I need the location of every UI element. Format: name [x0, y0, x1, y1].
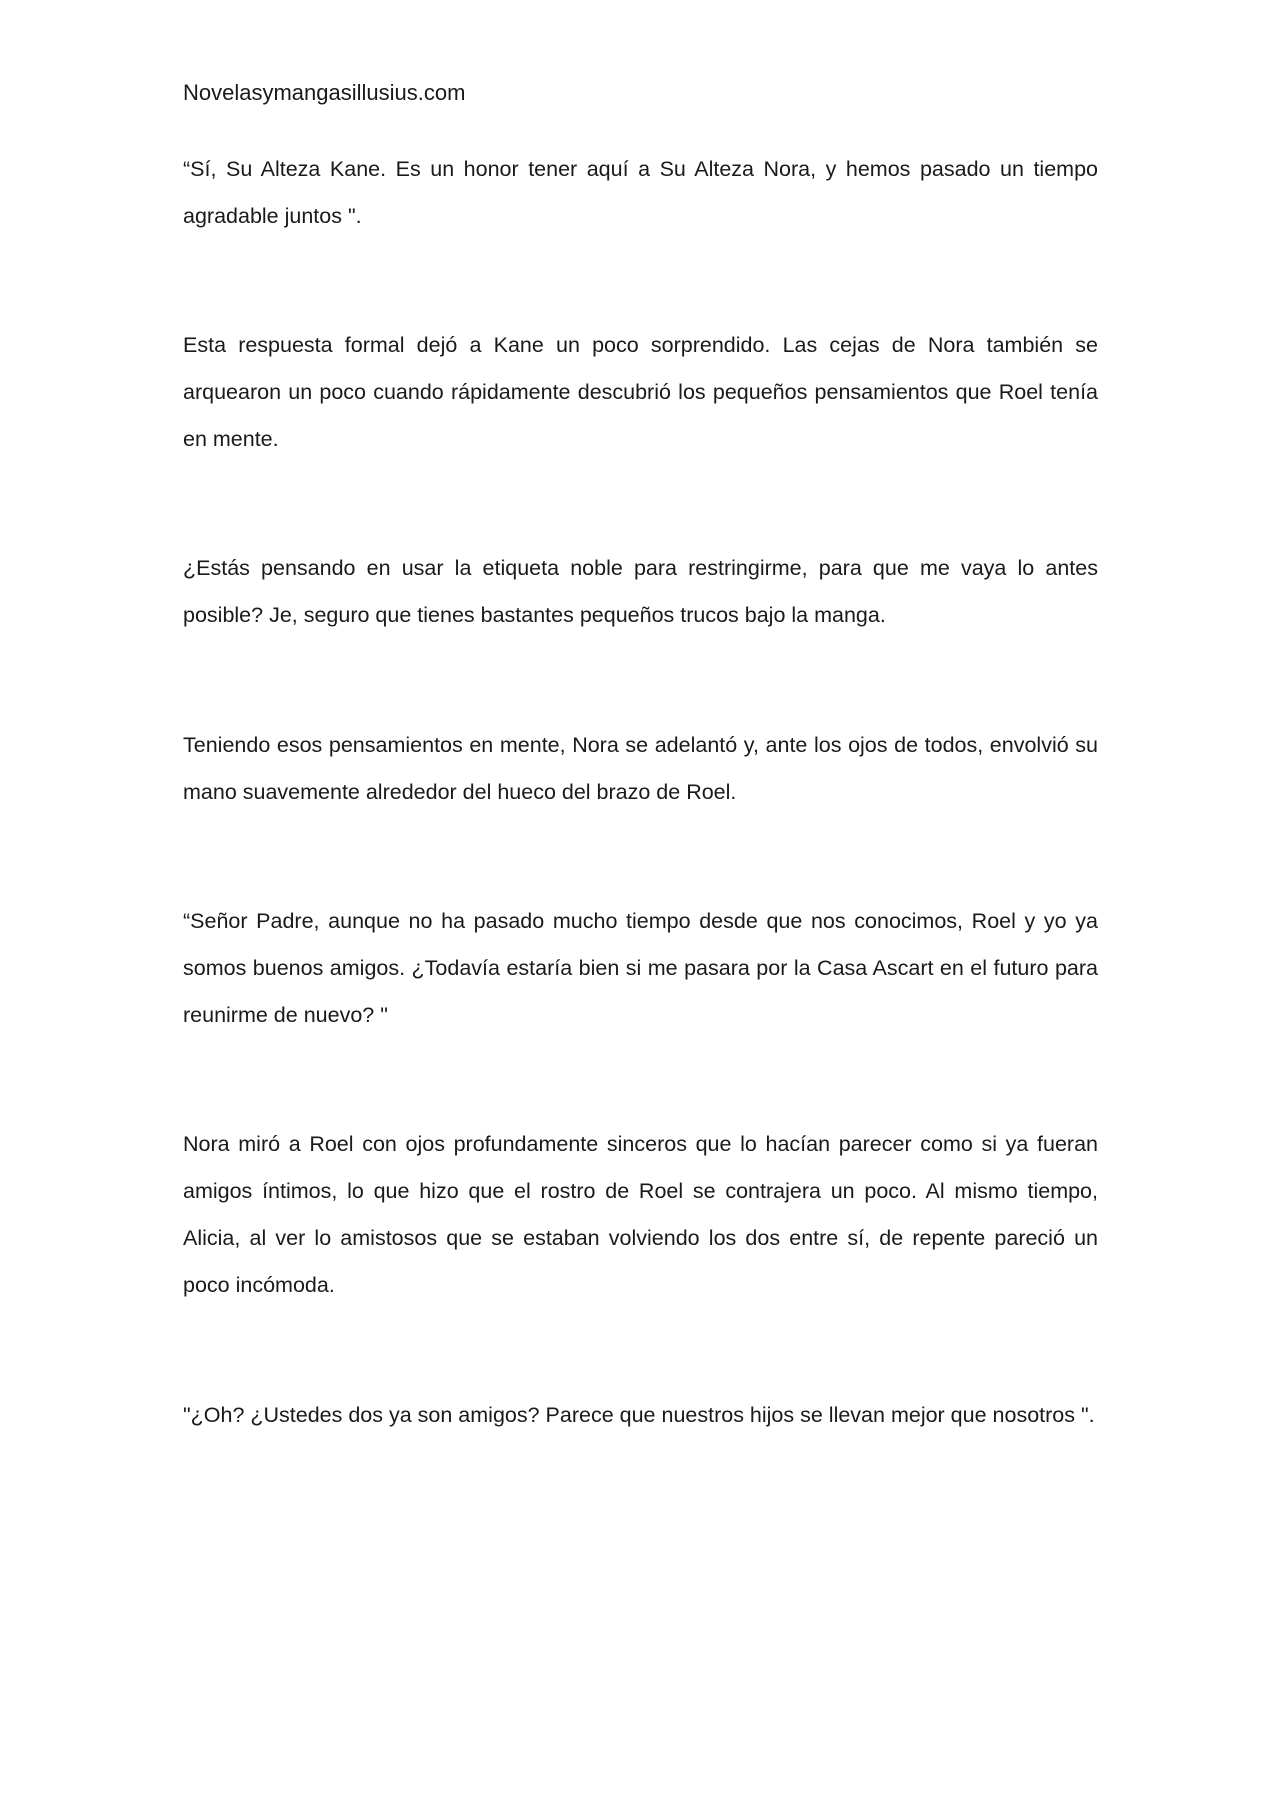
- paragraph-7: "¿Oh? ¿Ustedes dos ya son amigos? Parece que nuestros hijos se llevan mejor que nosotros ".: [183, 1403, 1095, 1427]
- paragraph-2: Esta respuesta formal dejó a Kane un poco sorprendido. Las cejas de Nora también se arquearon un poco cuando rápidamente descubrió los pequeños pensamientos que Roel tenía en mente.: [183, 333, 1098, 451]
- paragraph-4: Teniendo esos pensamientos en mente, Nora se adelantó y, ante los ojos de todos, envolvió su mano suavemente alrededor del hueco del brazo de Roel.: [183, 733, 1098, 804]
- paragraph-5: “Señor Padre, aunque no ha pasado mucho tiempo desde que nos conocimos, Roel y yo ya somos buenos amigos. ¿Todavía estaría bien si me pasara por la Casa Ascart en el futuro para reunirme de nuevo? ": [183, 909, 1098, 1027]
- site-header: Novelasymangasillusius.com: [183, 80, 466, 105]
- paragraph-1: “Sí, Su Alteza Kane. Es un honor tener aquí a Su Alteza Nora, y hemos pasado un tiempo agradable juntos ".: [183, 157, 1098, 228]
- document-page: [183, 0, 1098, 1810]
- paragraph-6: Nora miró a Roel con ojos profundamente sinceros que lo hacían parecer como si ya fueran amigos íntimos, lo que hizo que el rostro de Roel se contrajera un poco. Al mismo tiempo, Alicia, al ver lo amistosos que se estaban volviendo los dos entre sí, de repente pareció un poco incómoda.: [183, 1132, 1098, 1297]
- paragraph-3: ¿Estás pensando en usar la etiqueta noble para restringirme, para que me vaya lo antes posible? Je, seguro que tienes bastantes pequeños trucos bajo la manga.: [183, 556, 1098, 627]
